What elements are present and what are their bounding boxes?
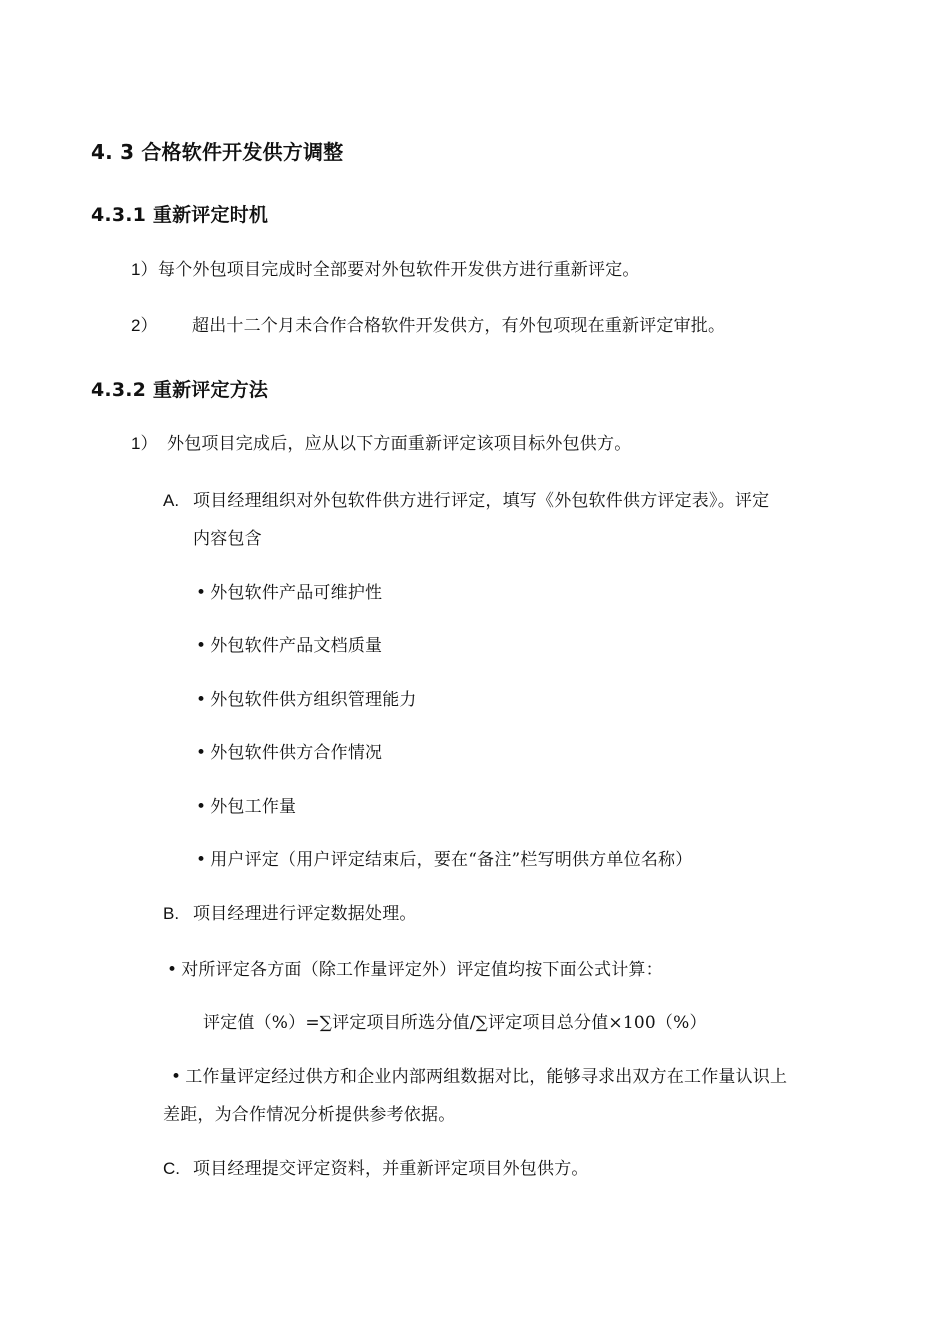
section-heading-4-3-1: 4.3.1 重新评定时机 [91, 204, 269, 226]
list-item-text: 超出十二个月未合作合格软件开发供方，有外包项现在重新评定审批。 [192, 316, 726, 336]
sublist-item-text-continued: 内容包含 [193, 529, 262, 549]
bullet-text-continued: 差距，为合作情况分析提供参考依据。 [163, 1105, 456, 1125]
bullet-item [196, 688, 417, 712]
bullet-icon: • [167, 960, 178, 980]
bullet-text: 用户评定（用户评定结束后，要在“备注”栏写明供方单位名称） [210, 850, 693, 870]
bullet-text: 对所评定各方面（除工作量评定外）评定值均按下面公式计算： [181, 960, 663, 980]
bullet-text: 工作量评定经过供方和企业内部两组数据对比，能够寻求出双方在工作量认识上 [185, 1067, 788, 1087]
bullet-text: 外包软件供方组织管理能力 [210, 690, 417, 710]
sublist-marker-c: C. [163, 1159, 180, 1178]
bullet-text: 外包软件供方合作情况 [210, 743, 383, 763]
section-heading-4-3: 4. 3 合格软件开发供方调整 [91, 140, 344, 164]
list-item-text: 外包项目完成后，应从以下方面重新评定该项目标外包供方。 [167, 434, 632, 454]
sublist-item-text: 项目经理进行评定数据处理。 [193, 904, 417, 924]
section-heading-4-3-2: 4.3.2 重新评定方法 [91, 379, 269, 401]
list-item-text: 每个外包项目完成时全部要对外包软件开发供方进行重新评定。 [158, 260, 640, 280]
sublist-marker-a: A. [163, 491, 180, 510]
bullet-item [196, 581, 382, 605]
sublist-item-text: 项目经理组织对外包软件供方进行评定，填写《外包软件供方评定表》。评定 [193, 491, 770, 511]
bullet-icon: • [196, 850, 207, 870]
bullet-item [196, 848, 692, 872]
sublist-item-text: 项目经理提交评定资料，并重新评定项目外包供方。 [193, 1159, 589, 1179]
bullet-icon: • [196, 583, 207, 603]
bullet-icon: • [196, 690, 207, 710]
bullet-text: 外包工作量 [210, 797, 297, 817]
sublist-marker-b: B. [163, 904, 180, 923]
bullet-item [196, 741, 382, 765]
bullet-icon: • [196, 797, 207, 817]
bullet-icon: • [196, 743, 207, 763]
bullet-icon: • [171, 1067, 182, 1087]
list-marker-1: 1） [131, 260, 158, 279]
list-marker-1: 1） [131, 434, 158, 453]
bullet-text: 外包软件产品文档质量 [210, 636, 383, 656]
list-marker-2: 2） [131, 316, 158, 335]
bullet-item [196, 634, 382, 658]
formula: 评定值（%）=∑评定项目所选分值/∑评定项目总分值×100（%） [203, 1013, 707, 1033]
bullet-item [171, 1065, 787, 1089]
bullet-icon: • [196, 636, 207, 656]
bullet-item [196, 795, 296, 819]
bullet-item [167, 958, 663, 982]
bullet-text: 外包软件产品可维护性 [210, 583, 383, 603]
